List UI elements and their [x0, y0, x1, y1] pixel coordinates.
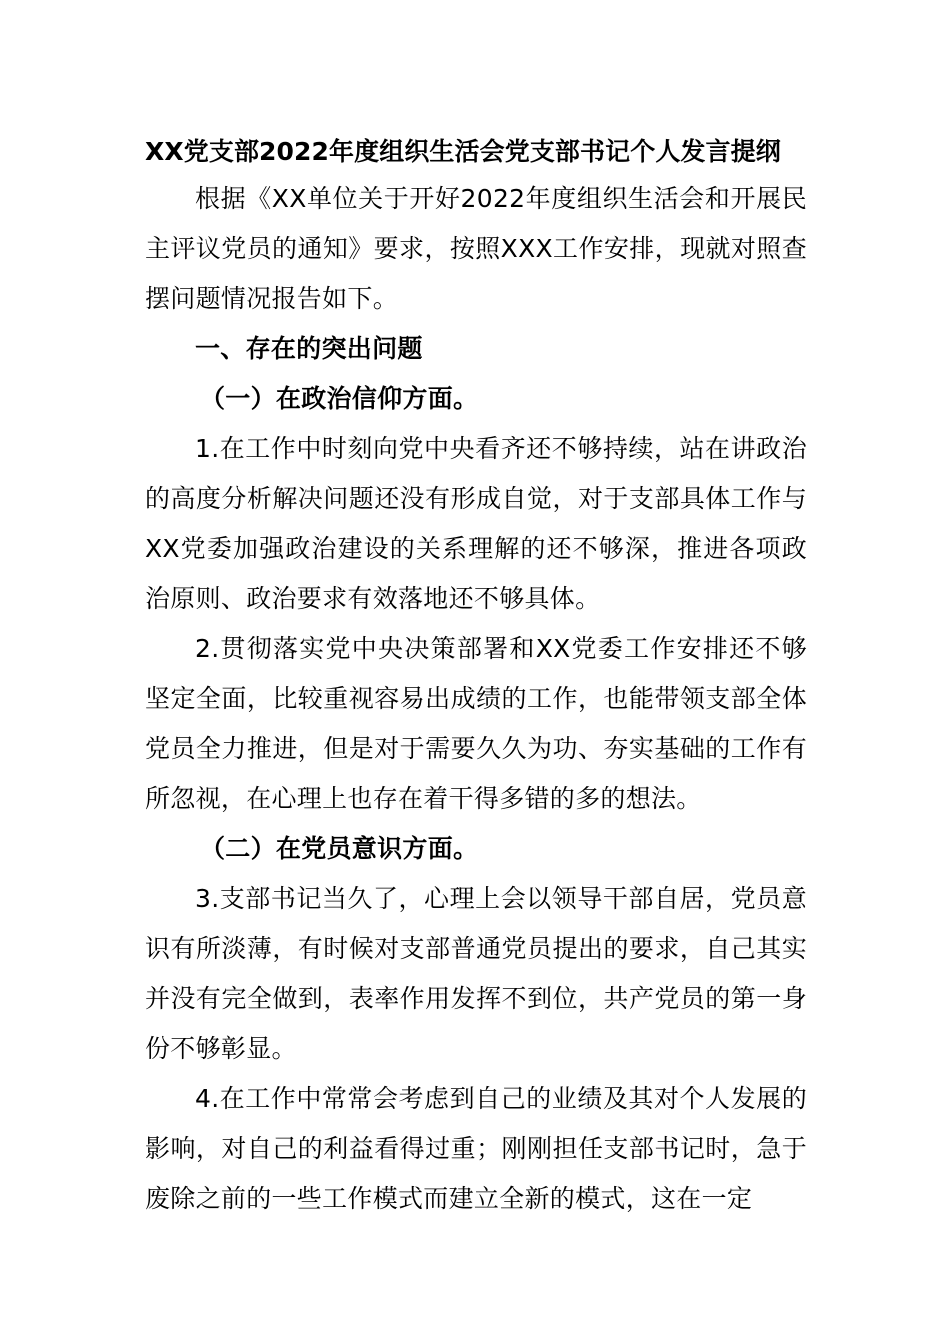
paragraph-item-2: 2.贯彻落实党中央决策部署和XX党委工作安排还不够坚定全面，比较重视容易出成绩的工作，也能带领支部全体党员全力推进，但是对于需要久久为功、夯实基础的工作有所忽视，在心理上也存在着干得多错的多的想法。: [145, 634, 807, 813]
paragraph-item-3: 3.支部书记当久了，心理上会以领导干部自居，党员意识有所淡薄，有时候对支部普通党员提出的要求，自己其实并没有完全做到，表率作用发挥不到位，共产党员的第一身份不够彰显。: [145, 884, 807, 1063]
document-title: XX党支部2022年度组织生活会党支部书记个人发言提纲: [145, 137, 781, 166]
paragraph-item-4: 4.在工作中常常会考虑到自己的业绩及其对个人发展的影响，对自己的利益看得过重；刚刚担任支部书记时，急于废除之前的一些工作模式而建立全新的模式，这在一定: [145, 1084, 807, 1213]
intro-paragraph: 根据《XX单位关于开好2022年度组织生活会和开展民主评议党员的通知》要求，按照XXX工作安排，现就对照查摆问题情况报告如下。: [145, 184, 807, 313]
subsection-heading-party-awareness: （二）在党员意识方面。: [200, 834, 479, 863]
paragraph-item-1: 1.在工作中时刻向党中央看齐还不够持续，站在讲政治的高度分析解决问题还没有形成自觉，对于支部具体工作与XX党委加强政治建设的关系理解的还不够深，推进各项政治原则、政治要求有效落地还不够具体。: [145, 434, 807, 613]
document-body: [145, 130, 807, 1224]
section-heading: 一、存在的突出问题: [195, 334, 423, 363]
subsection-heading-political-belief: （一）在政治信仰方面。: [200, 384, 479, 413]
